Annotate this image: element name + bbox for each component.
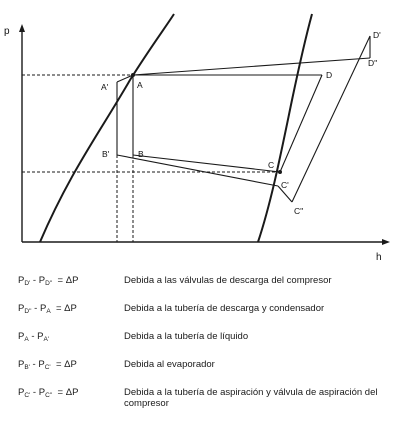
y-axis-label: p (4, 26, 10, 37)
legend-formula: $P_{D'} - P_{D''} = \Delta P$ (18, 275, 79, 287)
legend-formula: $P_{D''} - P_A = \Delta P$ (18, 303, 77, 315)
label-d-prime: D' (373, 30, 381, 40)
label-d: D (326, 70, 333, 80)
label-d-dprime: D'' (368, 58, 378, 68)
legend-formula: $P_A - P_{A'}$ (18, 331, 50, 343)
legend-formula: $P_{B'} - P_{C'} = \Delta P$ (18, 359, 77, 371)
legend-description: Debida al evaporador (124, 359, 215, 370)
legend-formula: $P_{C'} - P_{C''} = \Delta P$ (18, 387, 79, 399)
label-b-prime: B' (102, 149, 110, 159)
label-a: A (137, 80, 143, 90)
legend-description: Debida a las válvulas de descarga del compresor (124, 275, 332, 286)
x-axis-label: h (376, 252, 382, 262)
legend-description: Debida a la tubería de descarga y condensador (124, 303, 325, 314)
label-c-dprime: C'' (294, 206, 304, 216)
legend-description: Debida a la tubería de líquido (124, 331, 249, 342)
label-c: C (268, 160, 275, 170)
label-a-prime: A' (101, 82, 109, 92)
label-b: B (138, 149, 144, 159)
legend-description: Debida a la tubería de aspiración y válvula de aspiración del compresor (124, 387, 378, 409)
label-c-prime: C' (281, 180, 289, 190)
